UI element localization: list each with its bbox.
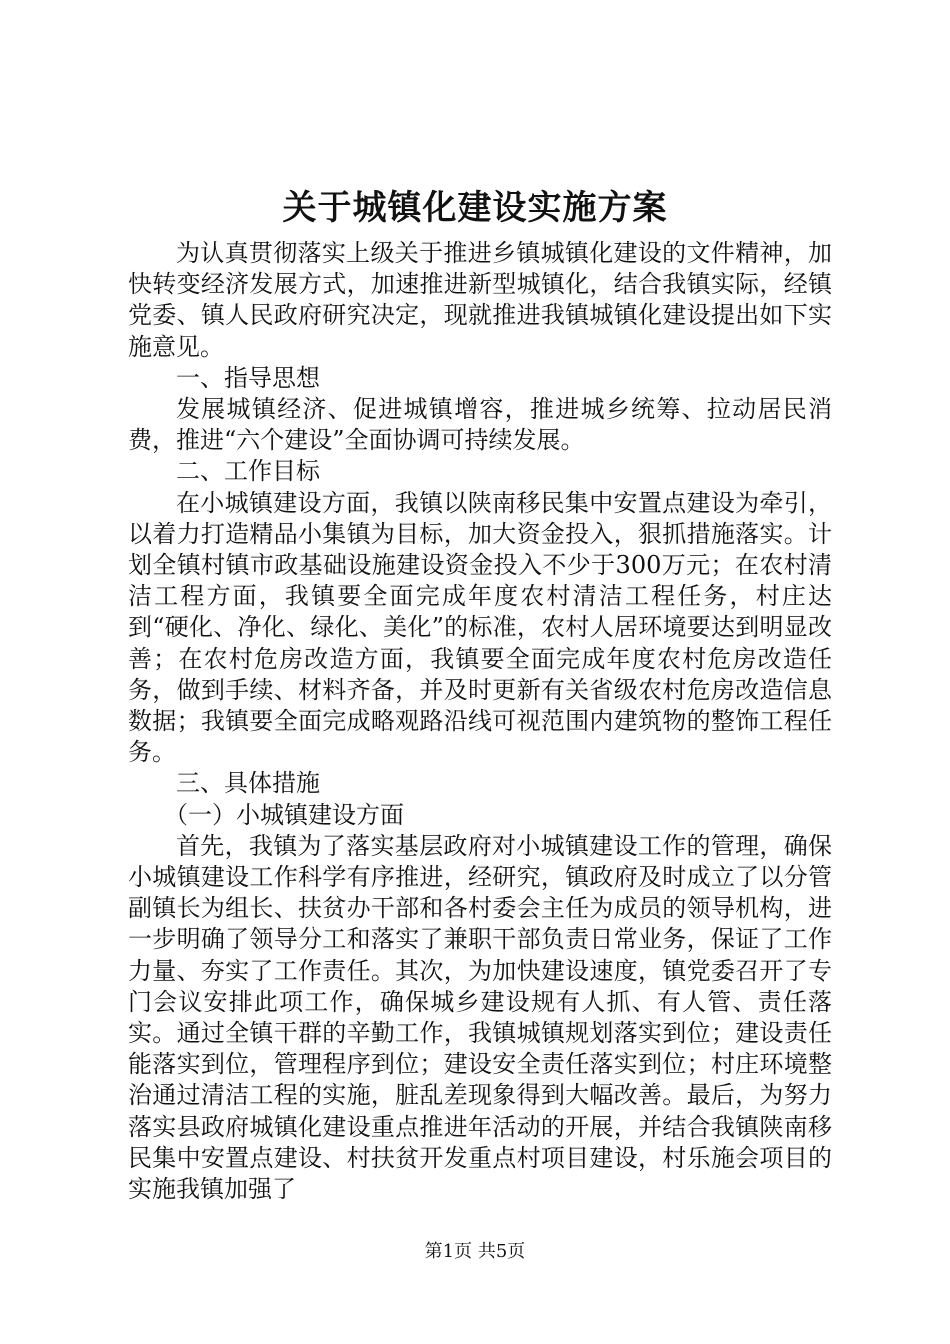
intro-paragraph: 为认真贯彻落实上级关于推进乡镇城镇化建设的文件精神，加快转变经济发展方式，加速推进新型城镇化，结合我镇实际，经镇党委、镇人民政府研究决定，现就推进我镇城镇化建设提出如下实施意见。 bbox=[128, 239, 832, 361]
section-heading-guiding-thought: 一、指导思想 bbox=[176, 363, 320, 392]
page-footer: 第1页 共5页 bbox=[424, 1241, 526, 1262]
section-heading-specific-measures: 三、具体措施 bbox=[176, 769, 320, 798]
document-body bbox=[128, 238, 832, 1205]
subsection-heading-small-town: （一）小城镇建设方面 bbox=[164, 800, 404, 829]
document-title: 关于城镇化建设实施方案 bbox=[282, 188, 668, 228]
small-town-paragraph: 首先，我镇为了落实基层政府对小城镇建设工作的管理，确保小城镇建设工作科学有序推进，经研究，镇政府及时成立了以分管副镇长为组长、扶贫办干部和各村委会主任为成员的领导机构，进一步明确了领导分工和落实了兼职干部负责日常业务，保证了工作力量、夯实了工作责任。其次，为加快建设速度，镇党委召开了专门会议安排此项工作，确保城乡建设规有人抓、有人管、责任落实。通过全镇干群的辛勤工作，我镇城镇规划落实到位；建设责任能落实到位，管理程序到位；建设安全责任落实到位；村庄环境整治通过清洁工程的实施，脏乱差现象得到大幅改善。最后，为努力落实县政府城镇化建设重点推进年活动的开展，并结合我镇陕南移民集中安置点建设、村扶贫开发重点村项目建设，村乐施会项目的实施我镇加强了 bbox=[128, 831, 832, 1204]
work-goals-paragraph: 在小城镇建设方面，我镇以陕南移民集中安置点建设为牵引，以着力打造精品小集镇为目标，加大资金投入，狠抓措施落实。计划全镇村镇市政基础设施建设资金投入不少于300万元；在农村清洁工程方面，我镇要全面完成年度农村清洁工程任务，村庄达到“硬化、净化、绿化、美化”的标准，农村人居环境要达到明显改善；在农村危房改造方面，我镇要全面完成年度农村危房改造任务，做到手续、材料齐备，并及时更新有关省级农村危房改造信息数据；我镇要全面完成略观路沿线可视范围内建筑物的整饰工程任务。 bbox=[128, 488, 832, 767]
guiding-thought-paragraph: 发展城镇经济、促进城镇增容，推进城乡统筹、拉动居民消费，推进“六个建设”全面协调可持续发展。 bbox=[128, 395, 832, 455]
section-heading-work-goals: 二、工作目标 bbox=[176, 457, 320, 486]
